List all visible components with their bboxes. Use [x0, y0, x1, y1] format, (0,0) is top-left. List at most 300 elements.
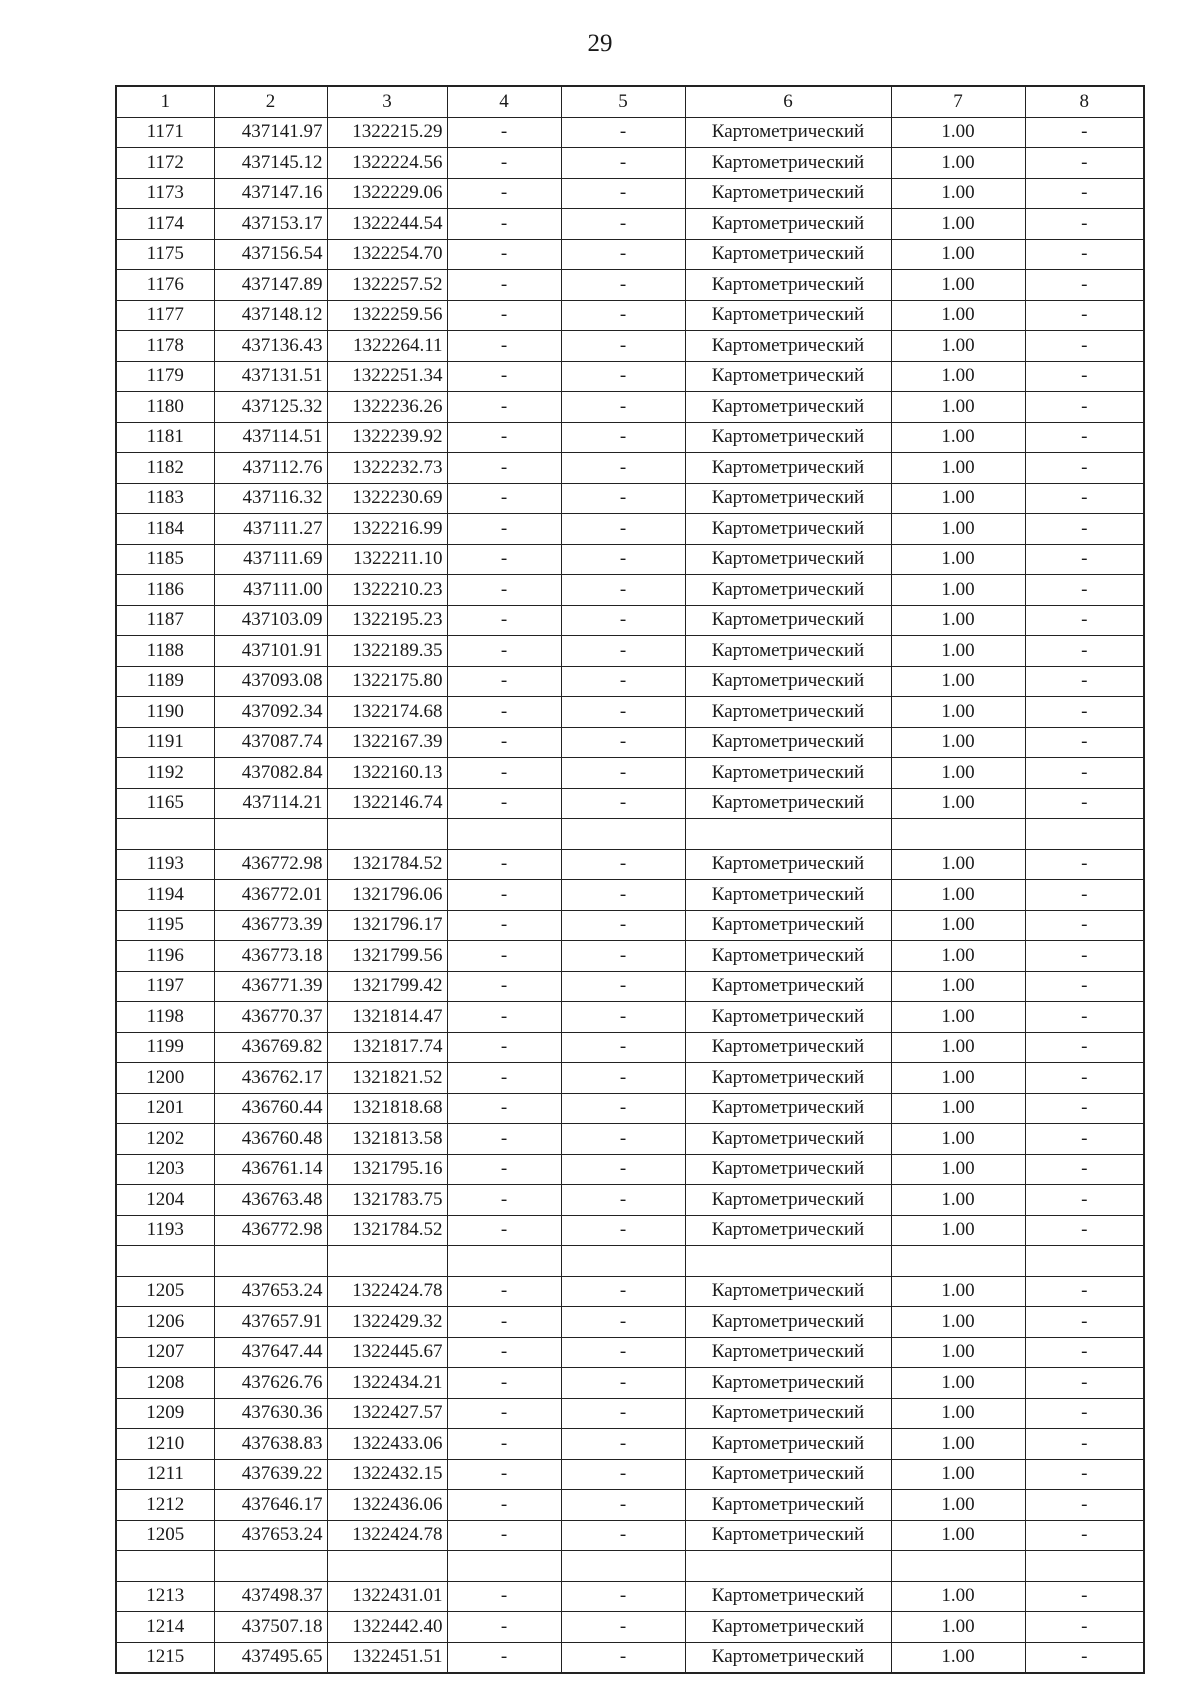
y-coordinate-cell: 1322427.57	[327, 1398, 447, 1429]
column-5-cell: -	[561, 727, 685, 758]
method-cell: Картометрический	[685, 1276, 891, 1307]
column-4-cell: -	[447, 1063, 561, 1094]
column-8-cell: -	[1025, 148, 1144, 179]
x-coordinate-cell: 437101.91	[214, 636, 327, 667]
accuracy-cell: 1.00	[891, 1154, 1025, 1185]
accuracy-cell	[891, 1246, 1025, 1277]
y-coordinate-cell: 1321796.17	[327, 910, 447, 941]
x-coordinate-cell: 436770.37	[214, 1002, 327, 1033]
column-4-cell: -	[447, 483, 561, 514]
point-number-cell: 1197	[116, 971, 214, 1002]
accuracy-cell: 1.00	[891, 575, 1025, 606]
column-4-cell: -	[447, 1429, 561, 1460]
table-row	[116, 1520, 1144, 1551]
method-cell: Картометрический	[685, 1520, 891, 1551]
column-4-cell: -	[447, 392, 561, 423]
table-row	[116, 209, 1144, 240]
point-number-cell	[116, 1246, 214, 1277]
table-row	[116, 910, 1144, 941]
column-4-cell: -	[447, 1459, 561, 1490]
table-row	[116, 1002, 1144, 1033]
table-row	[116, 697, 1144, 728]
x-coordinate-cell: 437638.83	[214, 1429, 327, 1460]
method-cell: Картометрический	[685, 971, 891, 1002]
x-coordinate-cell: 436760.44	[214, 1093, 327, 1124]
method-cell: Картометрический	[685, 178, 891, 209]
x-coordinate-cell: 437114.21	[214, 788, 327, 819]
column-4-cell: -	[447, 1337, 561, 1368]
y-coordinate-cell: 1321799.42	[327, 971, 447, 1002]
column-4-cell: -	[447, 544, 561, 575]
column-5-cell: -	[561, 910, 685, 941]
page-number: 29	[587, 30, 613, 57]
column-5-cell: -	[561, 758, 685, 789]
accuracy-cell	[891, 1551, 1025, 1582]
column-8-cell	[1025, 1551, 1144, 1582]
table-row	[116, 575, 1144, 606]
column-5-cell: -	[561, 209, 685, 240]
column-5-cell: -	[561, 148, 685, 179]
accuracy-cell: 1.00	[891, 209, 1025, 240]
accuracy-cell: 1.00	[891, 1490, 1025, 1521]
x-coordinate-cell: 436763.48	[214, 1185, 327, 1216]
method-cell: Картометрический	[685, 849, 891, 880]
accuracy-cell: 1.00	[891, 300, 1025, 331]
y-coordinate-cell	[327, 819, 447, 850]
column-5-cell: -	[561, 605, 685, 636]
x-coordinate-cell: 437156.54	[214, 239, 327, 270]
y-coordinate-cell: 1321795.16	[327, 1154, 447, 1185]
method-cell: Картометрический	[685, 1429, 891, 1460]
column-header: 7	[891, 86, 1025, 117]
y-coordinate-cell: 1322160.13	[327, 758, 447, 789]
x-coordinate-cell: 436772.98	[214, 849, 327, 880]
column-4-cell: -	[447, 788, 561, 819]
column-4-cell: -	[447, 636, 561, 667]
column-8-cell: -	[1025, 788, 1144, 819]
column-8-cell: -	[1025, 1642, 1144, 1673]
y-coordinate-cell: 1321784.52	[327, 849, 447, 880]
y-coordinate-cell: 1322167.39	[327, 727, 447, 758]
column-5-cell: -	[561, 1215, 685, 1246]
point-number-cell: 1195	[116, 910, 214, 941]
column-5-cell: -	[561, 1581, 685, 1612]
method-cell	[685, 1551, 891, 1582]
table-row	[116, 1551, 1144, 1582]
column-4-cell: -	[447, 605, 561, 636]
x-coordinate-cell: 436772.01	[214, 880, 327, 911]
column-4-cell: -	[447, 117, 561, 148]
point-number-cell: 1193	[116, 1215, 214, 1246]
point-number-cell: 1184	[116, 514, 214, 545]
x-coordinate-cell: 437141.97	[214, 117, 327, 148]
y-coordinate-cell: 1321796.06	[327, 880, 447, 911]
accuracy-cell: 1.00	[891, 971, 1025, 1002]
table-row	[116, 544, 1144, 575]
y-coordinate-cell: 1322257.52	[327, 270, 447, 301]
method-cell: Картометрический	[685, 1002, 891, 1033]
accuracy-cell: 1.00	[891, 392, 1025, 423]
column-8-cell: -	[1025, 1307, 1144, 1338]
x-coordinate-cell	[214, 819, 327, 850]
x-coordinate-cell: 437116.32	[214, 483, 327, 514]
point-number-cell: 1213	[116, 1581, 214, 1612]
method-cell: Картометрический	[685, 1581, 891, 1612]
column-8-cell: -	[1025, 1215, 1144, 1246]
column-5-cell: -	[561, 1124, 685, 1155]
table-row	[116, 1490, 1144, 1521]
x-coordinate-cell: 437082.84	[214, 758, 327, 789]
method-cell: Картометрический	[685, 1215, 891, 1246]
column-5-cell: -	[561, 392, 685, 423]
point-number-cell: 1189	[116, 666, 214, 697]
y-coordinate-cell: 1322434.21	[327, 1368, 447, 1399]
y-coordinate-cell: 1322424.78	[327, 1276, 447, 1307]
point-number-cell: 1205	[116, 1520, 214, 1551]
x-coordinate-cell: 437657.91	[214, 1307, 327, 1338]
column-5-cell: -	[561, 117, 685, 148]
y-coordinate-cell: 1322433.06	[327, 1429, 447, 1460]
method-cell: Картометрический	[685, 1398, 891, 1429]
method-cell: Картометрический	[685, 270, 891, 301]
table-row	[116, 849, 1144, 880]
method-cell: Картометрический	[685, 1093, 891, 1124]
x-coordinate-cell: 437131.51	[214, 361, 327, 392]
column-5-cell: -	[561, 300, 685, 331]
table-row	[116, 392, 1144, 423]
point-number-cell: 1193	[116, 849, 214, 880]
accuracy-cell: 1.00	[891, 1093, 1025, 1124]
accuracy-cell: 1.00	[891, 1215, 1025, 1246]
table-row	[116, 361, 1144, 392]
column-header: 8	[1025, 86, 1144, 117]
accuracy-cell: 1.00	[891, 117, 1025, 148]
accuracy-cell: 1.00	[891, 1185, 1025, 1216]
x-coordinate-cell: 436773.39	[214, 910, 327, 941]
x-coordinate-cell: 437646.17	[214, 1490, 327, 1521]
column-5-cell: -	[561, 1154, 685, 1185]
column-5-cell: -	[561, 1093, 685, 1124]
point-number-cell: 1203	[116, 1154, 214, 1185]
accuracy-cell: 1.00	[891, 1398, 1025, 1429]
column-4-cell: -	[447, 239, 561, 270]
coordinates-table	[115, 85, 1145, 1674]
method-cell: Картометрический	[685, 1337, 891, 1368]
y-coordinate-cell: 1322254.70	[327, 239, 447, 270]
column-8-cell: -	[1025, 483, 1144, 514]
column-header: 1	[116, 86, 214, 117]
point-number-cell: 1207	[116, 1337, 214, 1368]
table-row	[116, 270, 1144, 301]
column-8-cell: -	[1025, 1520, 1144, 1551]
x-coordinate-cell	[214, 1246, 327, 1277]
table-row	[116, 605, 1144, 636]
column-4-cell: -	[447, 1124, 561, 1155]
column-8-cell: -	[1025, 727, 1144, 758]
x-coordinate-cell: 436762.17	[214, 1063, 327, 1094]
column-5-cell: -	[561, 1612, 685, 1643]
accuracy-cell: 1.00	[891, 1063, 1025, 1094]
x-coordinate-cell: 437498.37	[214, 1581, 327, 1612]
column-5-cell: -	[561, 361, 685, 392]
column-5-cell	[561, 1551, 685, 1582]
column-8-cell: -	[1025, 331, 1144, 362]
accuracy-cell: 1.00	[891, 483, 1025, 514]
column-8-cell: -	[1025, 666, 1144, 697]
y-coordinate-cell: 1322431.01	[327, 1581, 447, 1612]
table-row	[116, 819, 1144, 850]
table-row	[116, 1093, 1144, 1124]
column-4-cell	[447, 819, 561, 850]
table-row	[116, 1642, 1144, 1673]
method-cell: Картометрический	[685, 1490, 891, 1521]
point-number-cell: 1180	[116, 392, 214, 423]
accuracy-cell: 1.00	[891, 880, 1025, 911]
method-cell: Картометрический	[685, 910, 891, 941]
x-coordinate-cell: 436760.48	[214, 1124, 327, 1155]
column-8-cell	[1025, 1246, 1144, 1277]
point-number-cell: 1178	[116, 331, 214, 362]
table-row	[116, 148, 1144, 179]
point-number-cell: 1172	[116, 148, 214, 179]
point-number-cell: 1200	[116, 1063, 214, 1094]
column-8-cell: -	[1025, 453, 1144, 484]
column-4-cell: -	[447, 1520, 561, 1551]
x-coordinate-cell: 437111.00	[214, 575, 327, 606]
column-5-cell: -	[561, 1063, 685, 1094]
point-number-cell: 1176	[116, 270, 214, 301]
column-5-cell: -	[561, 1002, 685, 1033]
table-row	[116, 453, 1144, 484]
method-cell: Картометрический	[685, 1185, 891, 1216]
table-row	[116, 300, 1144, 331]
table-row	[116, 483, 1144, 514]
table-row	[116, 636, 1144, 667]
method-cell: Картометрический	[685, 880, 891, 911]
point-number-cell: 1204	[116, 1185, 214, 1216]
accuracy-cell: 1.00	[891, 1642, 1025, 1673]
column-5-cell: -	[561, 453, 685, 484]
column-5-cell: -	[561, 239, 685, 270]
point-number-cell: 1196	[116, 941, 214, 972]
method-cell: Картометрический	[685, 1063, 891, 1094]
x-coordinate-cell: 436761.14	[214, 1154, 327, 1185]
method-cell: Картометрический	[685, 788, 891, 819]
y-coordinate-cell: 1321813.58	[327, 1124, 447, 1155]
accuracy-cell: 1.00	[891, 849, 1025, 880]
point-number-cell: 1192	[116, 758, 214, 789]
y-coordinate-cell: 1321821.52	[327, 1063, 447, 1094]
y-coordinate-cell: 1322244.54	[327, 209, 447, 240]
column-4-cell: -	[447, 1215, 561, 1246]
column-8-cell: -	[1025, 1093, 1144, 1124]
column-8-cell: -	[1025, 361, 1144, 392]
x-coordinate-cell: 436772.98	[214, 1215, 327, 1246]
table-row	[116, 1154, 1144, 1185]
method-cell: Картометрический	[685, 1307, 891, 1338]
y-coordinate-cell: 1322424.78	[327, 1520, 447, 1551]
point-number-cell: 1186	[116, 575, 214, 606]
column-4-cell: -	[447, 1490, 561, 1521]
point-number-cell: 1201	[116, 1093, 214, 1124]
column-4-cell: -	[447, 453, 561, 484]
method-cell: Картометрический	[685, 1612, 891, 1643]
column-4-cell: -	[447, 971, 561, 1002]
column-4-cell: -	[447, 514, 561, 545]
table-row	[116, 1459, 1144, 1490]
column-5-cell: -	[561, 1429, 685, 1460]
column-8-cell: -	[1025, 941, 1144, 972]
accuracy-cell: 1.00	[891, 422, 1025, 453]
table-row	[116, 1185, 1144, 1216]
method-cell: Картометрический	[685, 422, 891, 453]
column-8-cell: -	[1025, 1276, 1144, 1307]
point-number-cell: 1202	[116, 1124, 214, 1155]
y-coordinate-cell: 1321783.75	[327, 1185, 447, 1216]
y-coordinate-cell: 1322451.51	[327, 1642, 447, 1673]
method-cell: Картометрический	[685, 209, 891, 240]
column-8-cell: -	[1025, 1185, 1144, 1216]
column-8-cell: -	[1025, 514, 1144, 545]
column-4-cell: -	[447, 422, 561, 453]
table-row	[116, 1612, 1144, 1643]
y-coordinate-cell: 1322264.11	[327, 331, 447, 362]
y-coordinate-cell: 1322216.99	[327, 514, 447, 545]
column-8-cell: -	[1025, 1490, 1144, 1521]
accuracy-cell: 1.00	[891, 239, 1025, 270]
column-5-cell: -	[561, 1185, 685, 1216]
y-coordinate-cell: 1322432.15	[327, 1459, 447, 1490]
column-5-cell: -	[561, 1307, 685, 1338]
point-number-cell: 1215	[116, 1642, 214, 1673]
method-cell: Картометрический	[685, 514, 891, 545]
accuracy-cell: 1.00	[891, 1612, 1025, 1643]
column-4-cell: -	[447, 849, 561, 880]
table-row	[116, 117, 1144, 148]
column-4-cell: -	[447, 1398, 561, 1429]
method-cell: Картометрический	[685, 1368, 891, 1399]
x-coordinate-cell: 437626.76	[214, 1368, 327, 1399]
accuracy-cell: 1.00	[891, 544, 1025, 575]
accuracy-cell: 1.00	[891, 1032, 1025, 1063]
column-4-cell: -	[447, 1612, 561, 1643]
method-cell: Картометрический	[685, 1642, 891, 1673]
point-number-cell: 1194	[116, 880, 214, 911]
column-5-cell: -	[561, 1368, 685, 1399]
x-coordinate-cell: 437093.08	[214, 666, 327, 697]
accuracy-cell: 1.00	[891, 1368, 1025, 1399]
column-5-cell: -	[561, 544, 685, 575]
column-4-cell: -	[447, 1032, 561, 1063]
column-8-cell: -	[1025, 178, 1144, 209]
table-row	[116, 971, 1144, 1002]
column-4-cell: -	[447, 1002, 561, 1033]
column-4-cell: -	[447, 361, 561, 392]
x-coordinate-cell: 437125.32	[214, 392, 327, 423]
column-5-cell: -	[561, 270, 685, 301]
column-5-cell: -	[561, 1459, 685, 1490]
y-coordinate-cell: 1322215.29	[327, 117, 447, 148]
column-4-cell: -	[447, 300, 561, 331]
column-4-cell: -	[447, 758, 561, 789]
x-coordinate-cell: 437092.34	[214, 697, 327, 728]
method-cell: Картометрический	[685, 1032, 891, 1063]
column-8-cell: -	[1025, 1612, 1144, 1643]
method-cell: Картометрический	[685, 758, 891, 789]
y-coordinate-cell: 1322251.34	[327, 361, 447, 392]
y-coordinate-cell: 1321784.52	[327, 1215, 447, 1246]
x-coordinate-cell: 437630.36	[214, 1398, 327, 1429]
accuracy-cell: 1.00	[891, 453, 1025, 484]
column-8-cell: -	[1025, 270, 1144, 301]
column-4-cell	[447, 1551, 561, 1582]
column-4-cell: -	[447, 575, 561, 606]
accuracy-cell: 1.00	[891, 1429, 1025, 1460]
y-coordinate-cell: 1322224.56	[327, 148, 447, 179]
column-4-cell: -	[447, 1581, 561, 1612]
accuracy-cell: 1.00	[891, 605, 1025, 636]
column-8-cell: -	[1025, 1063, 1144, 1094]
table-row	[116, 178, 1144, 209]
point-number-cell: 1173	[116, 178, 214, 209]
method-cell: Картометрический	[685, 331, 891, 362]
column-5-cell: -	[561, 483, 685, 514]
point-number-cell: 1198	[116, 1002, 214, 1033]
method-cell	[685, 819, 891, 850]
accuracy-cell: 1.00	[891, 941, 1025, 972]
method-cell: Картометрический	[685, 941, 891, 972]
x-coordinate-cell: 437145.12	[214, 148, 327, 179]
column-5-cell: -	[561, 666, 685, 697]
point-number-cell: 1165	[116, 788, 214, 819]
column-header: 2	[214, 86, 327, 117]
method-cell: Картометрический	[685, 727, 891, 758]
column-5-cell: -	[561, 575, 685, 606]
x-coordinate-cell: 437147.16	[214, 178, 327, 209]
table-row	[116, 1307, 1144, 1338]
accuracy-cell: 1.00	[891, 910, 1025, 941]
table-row	[116, 239, 1144, 270]
x-coordinate-cell	[214, 1551, 327, 1582]
table-row	[116, 1124, 1144, 1155]
x-coordinate-cell: 437507.18	[214, 1612, 327, 1643]
method-cell: Картометрический	[685, 1459, 891, 1490]
point-number-cell: 1182	[116, 453, 214, 484]
point-number-cell: 1175	[116, 239, 214, 270]
accuracy-cell: 1.00	[891, 1276, 1025, 1307]
column-4-cell: -	[447, 1154, 561, 1185]
accuracy-cell: 1.00	[891, 1520, 1025, 1551]
method-cell: Картометрический	[685, 636, 891, 667]
column-5-cell: -	[561, 788, 685, 819]
column-5-cell: -	[561, 1276, 685, 1307]
y-coordinate-cell: 1322211.10	[327, 544, 447, 575]
x-coordinate-cell: 437111.69	[214, 544, 327, 575]
column-8-cell: -	[1025, 1459, 1144, 1490]
accuracy-cell	[891, 819, 1025, 850]
method-cell: Картометрический	[685, 605, 891, 636]
column-8-cell: -	[1025, 300, 1144, 331]
y-coordinate-cell: 1322189.35	[327, 636, 447, 667]
column-5-cell: -	[561, 1337, 685, 1368]
table-row	[116, 880, 1144, 911]
y-coordinate-cell: 1321814.47	[327, 1002, 447, 1033]
accuracy-cell: 1.00	[891, 697, 1025, 728]
table-row	[116, 1429, 1144, 1460]
table-row	[116, 941, 1144, 972]
accuracy-cell: 1.00	[891, 636, 1025, 667]
column-5-cell: -	[561, 1490, 685, 1521]
